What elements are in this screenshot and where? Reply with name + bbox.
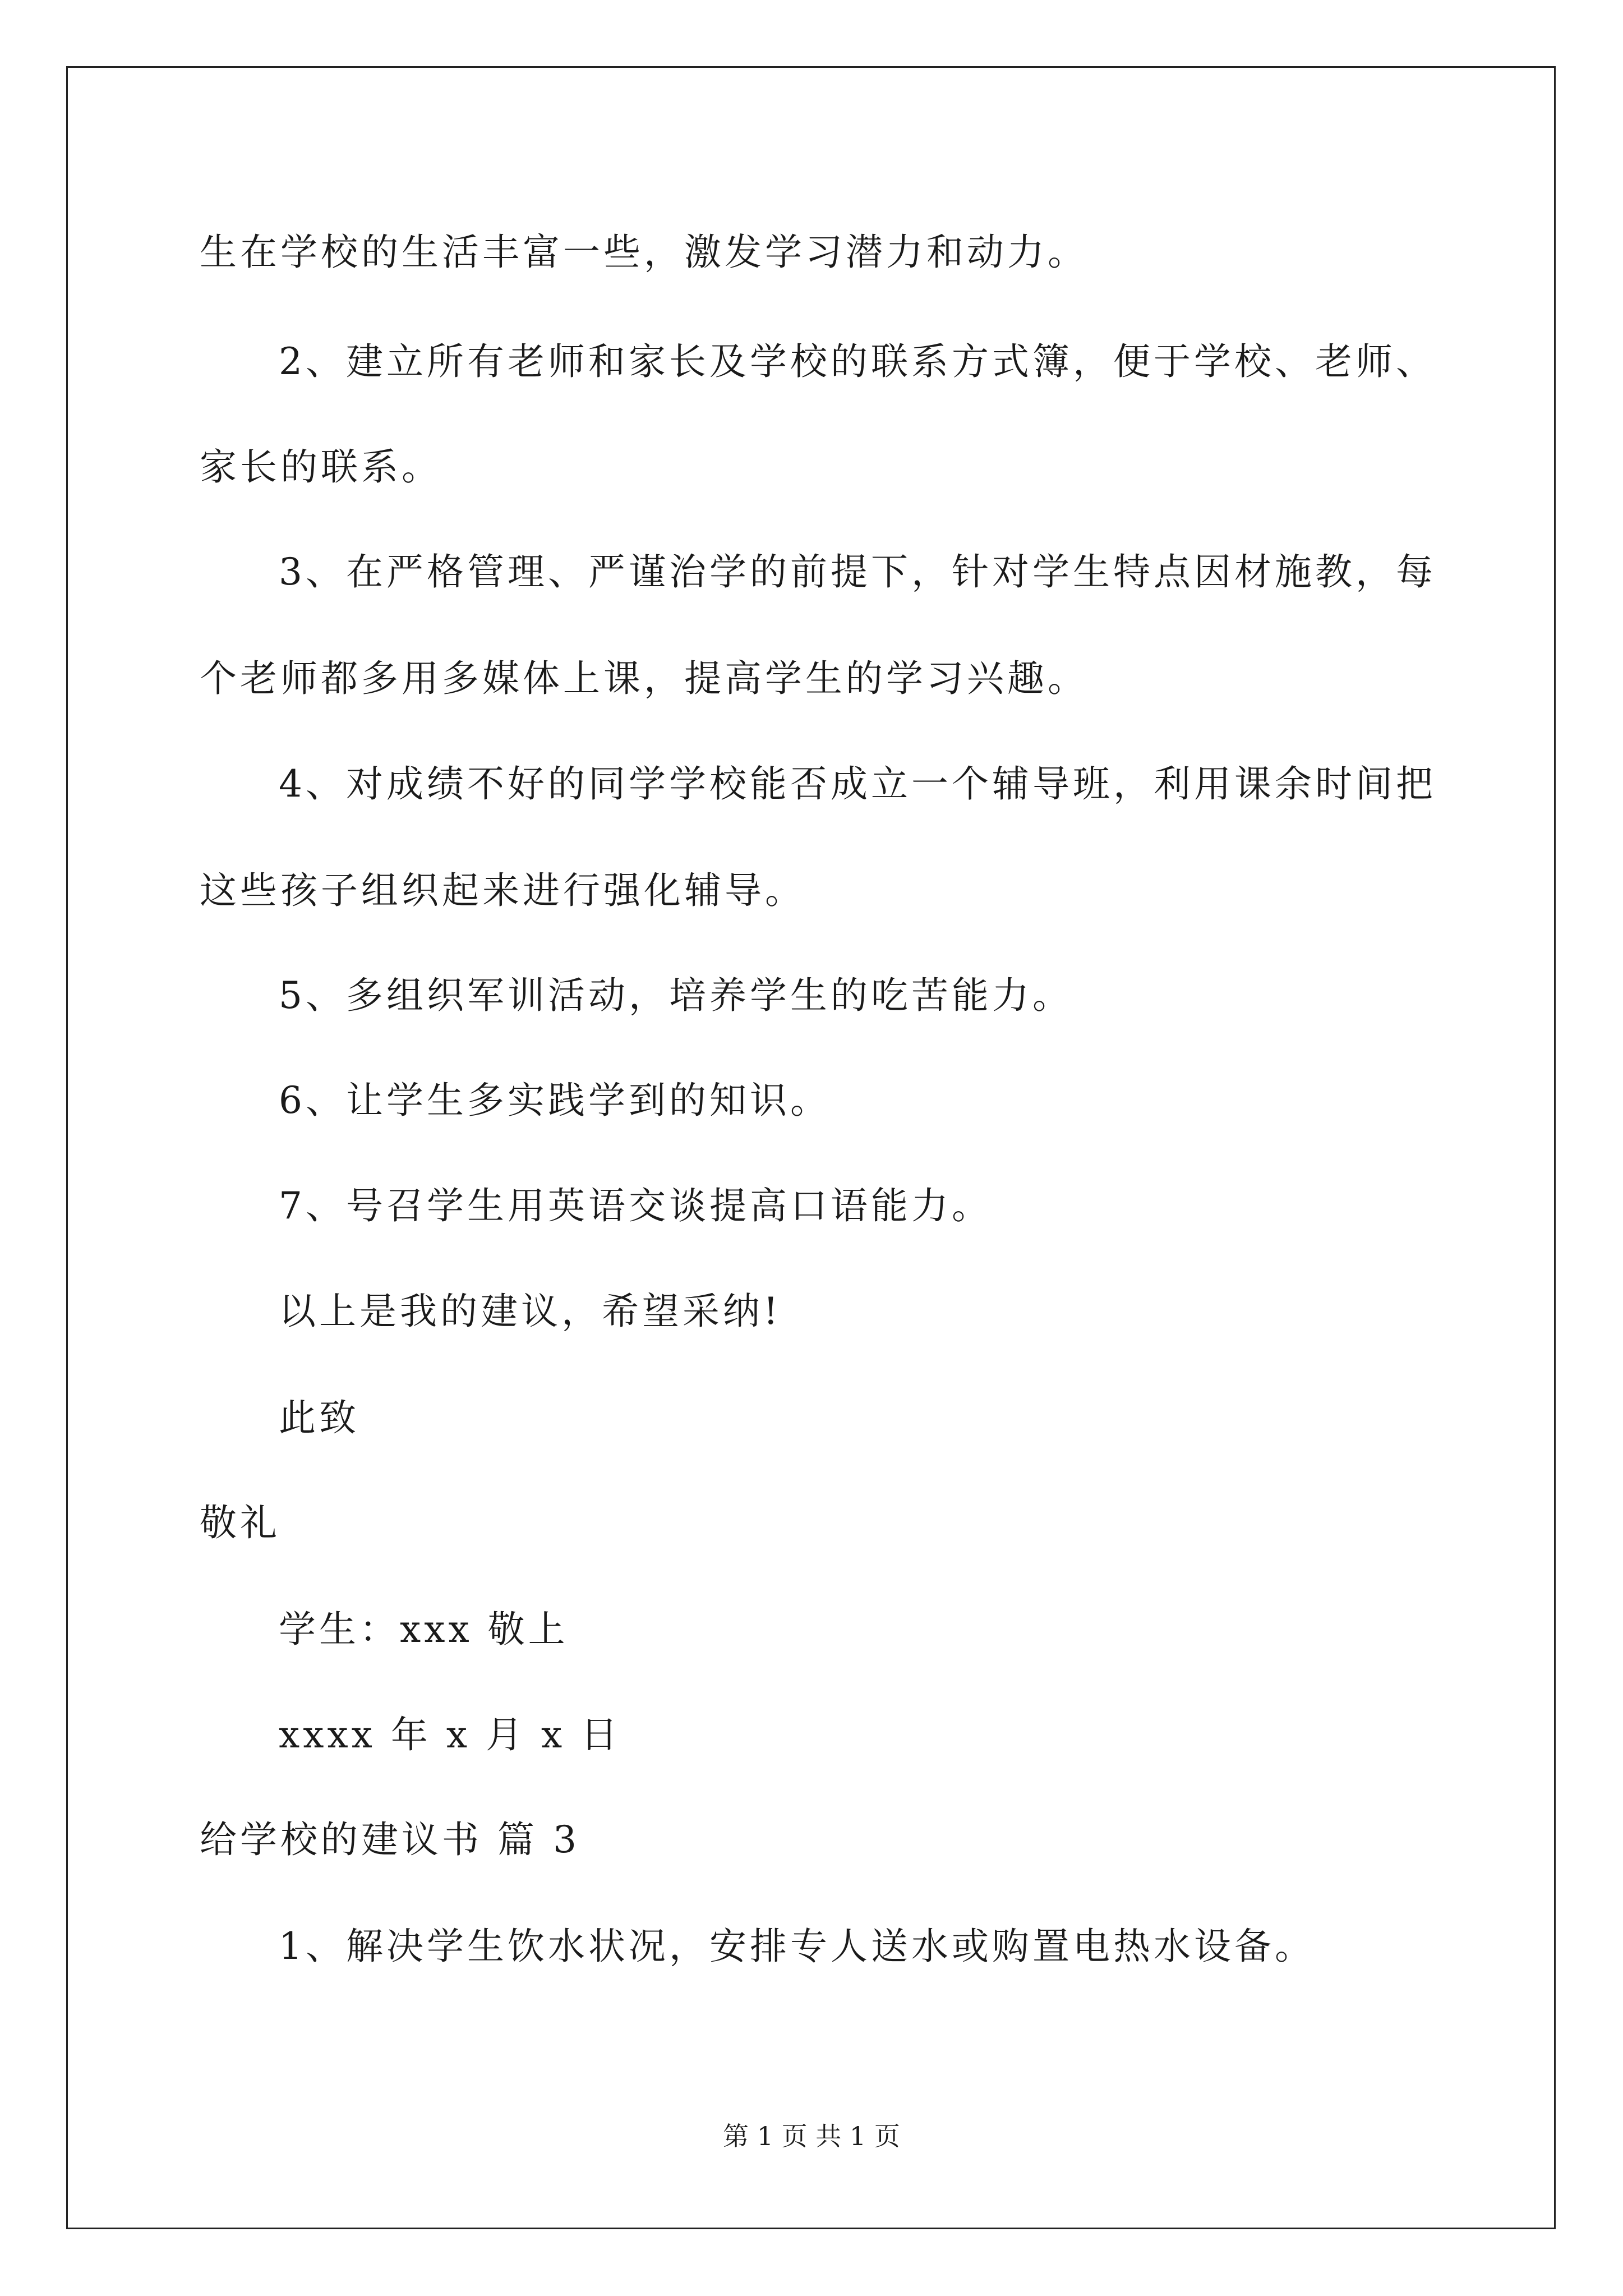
text-line-6: 4、对成绩不好的同学学校能否成立一个辅导班，利用课余时间把 bbox=[279, 762, 1436, 806]
text-line-1: 生在学校的生活丰富一些，激发学习潜力和动力。 bbox=[200, 231, 1088, 274]
text-line-9: 6、让学生多实践学到的知识。 bbox=[279, 1079, 831, 1122]
text-line-12: 此致 bbox=[279, 1396, 359, 1439]
text-line-11: 以上是我的建议，希望采纳! bbox=[279, 1290, 782, 1333]
text-line-10: 7、号召学生用英语交谈提高口语能力。 bbox=[279, 1184, 992, 1227]
text-line-8: 5、多组织军训活动，培养学生的吃苦能力。 bbox=[279, 974, 1073, 1017]
text-line-2: 2、建立所有老师和家长及学校的联系方式簿，便于学校、老师、 bbox=[279, 340, 1436, 383]
text-line-15: xxxx 年 x 月 x 日 bbox=[279, 1713, 621, 1756]
page-border bbox=[66, 66, 1556, 2229]
text-line-4: 3、在严格管理、严谨治学的前提下，针对学生特点因材施教，每 bbox=[279, 550, 1436, 593]
page-footer: 第 1 页 共 1 页 bbox=[723, 2121, 900, 2151]
text-line-13: 敬礼 bbox=[200, 1501, 280, 1544]
text-line-17: 1、解决学生饮水状况，安排专人送水或购置电热水设备。 bbox=[279, 1925, 1315, 1968]
text-line-3: 家长的联系。 bbox=[200, 445, 442, 489]
text-line-7: 这些孩子组织起来进行强化辅导。 bbox=[200, 869, 805, 912]
text-line-5: 个老师都多用多媒体上课，提高学生的学习兴趣。 bbox=[200, 657, 1088, 700]
section-heading: 给学校的建议书 篇 3 bbox=[200, 1818, 580, 1861]
text-line-14: 学生：xxx 敬上 bbox=[279, 1608, 569, 1651]
